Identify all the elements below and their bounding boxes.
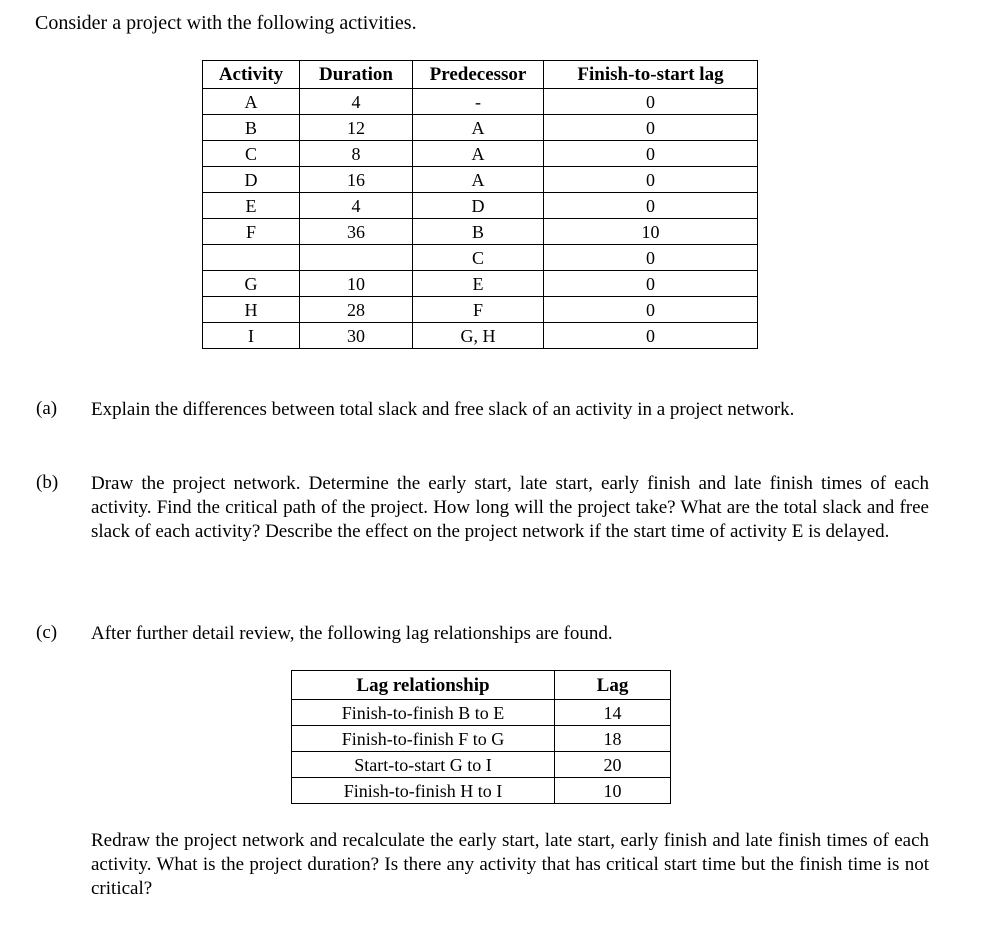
cell-duration: 12 [300,115,413,141]
table-row [292,752,671,778]
cell-duration: 4 [300,193,413,219]
table-row [203,141,758,167]
table-row [203,245,758,271]
cell-predecessor: G, H [413,323,544,349]
cell-lag-relationship: Start-to-start G to I [292,752,555,778]
question-c-followup: Redraw the project network and recalculate the early start, late start, early finish and late finish times of each activity. What is the project duration? Is there any activity that has critical start time but the finish time is not critical? [91,830,929,899]
cell-lag: 0 [544,323,758,349]
cell-predecessor: E [413,271,544,297]
table-row [203,219,758,245]
cell-predecessor: D [413,193,544,219]
question-a-label: (a) [36,398,58,419]
cell-lag-value: 10 [555,778,671,804]
table-row [203,115,758,141]
activity-table-body [203,89,758,349]
cell-lag: 0 [544,167,758,193]
question-b-label: (b) [36,472,59,493]
cell-activity: B [203,115,300,141]
cell-predecessor: A [413,115,544,141]
cell-duration: 16 [300,167,413,193]
header-duration: Duration [300,61,413,89]
cell-activity: D [203,167,300,193]
cell-duration: 10 [300,271,413,297]
table-row [292,700,671,726]
activity-table [202,60,758,349]
cell-duration: 28 [300,297,413,323]
cell-lag-value: 18 [555,726,671,752]
cell-activity: G [203,271,300,297]
lag-table [291,670,671,804]
cell-duration: 4 [300,89,413,115]
header-lag: Finish-to-start lag [544,61,758,89]
header-activity: Activity [203,61,300,89]
table-row [292,726,671,752]
intro-text: Consider a project with the following activities. [35,12,417,34]
cell-duration: 30 [300,323,413,349]
cell-activity: C [203,141,300,167]
cell-lag: 0 [544,89,758,115]
cell-lag: 10 [544,219,758,245]
header-lag-value: Lag [555,671,671,700]
cell-activity [203,245,300,271]
lag-table-body [292,700,671,804]
cell-lag-relationship: Finish-to-finish F to G [292,726,555,752]
table-row [203,271,758,297]
table-header-row [203,61,758,89]
cell-predecessor: B [413,219,544,245]
cell-lag-relationship: Finish-to-finish B to E [292,700,555,726]
cell-activity: A [203,89,300,115]
cell-lag: 0 [544,245,758,271]
cell-lag: 0 [544,297,758,323]
table-row [203,167,758,193]
cell-activity: H [203,297,300,323]
lag-header-row [292,671,671,700]
cell-lag-relationship: Finish-to-finish H to I [292,778,555,804]
question-c-text: After further detail review, the following lag relationships are found. [91,623,613,644]
header-predecessor: Predecessor [413,61,544,89]
cell-lag: 0 [544,271,758,297]
table-row [203,297,758,323]
cell-activity: E [203,193,300,219]
cell-predecessor: - [413,89,544,115]
table-row [292,778,671,804]
question-c-label: (c) [36,622,58,643]
cell-lag-value: 14 [555,700,671,726]
table-row [203,193,758,219]
question-b-text: Draw the project network. Determine the early start, late start, early finish and late finish times of each activity. Find the critical path of the project. How long will the project take? What are the total slack and free slack of each activity? Describe the effect on the project network if the start time of activity E is delayed. [91,473,929,542]
cell-lag: 0 [544,115,758,141]
cell-duration: 36 [300,219,413,245]
header-lag-relationship: Lag relationship [292,671,555,700]
cell-predecessor: C [413,245,544,271]
question-a-text: Explain the differences between total slack and free slack of an activity in a project network. [91,399,795,420]
table-row [203,89,758,115]
cell-duration [300,245,413,271]
cell-predecessor: A [413,167,544,193]
cell-lag: 0 [544,141,758,167]
cell-activity: I [203,323,300,349]
cell-lag-value: 20 [555,752,671,778]
cell-duration: 8 [300,141,413,167]
cell-lag: 0 [544,193,758,219]
cell-predecessor: F [413,297,544,323]
cell-activity: F [203,219,300,245]
cell-predecessor: A [413,141,544,167]
table-row [203,323,758,349]
